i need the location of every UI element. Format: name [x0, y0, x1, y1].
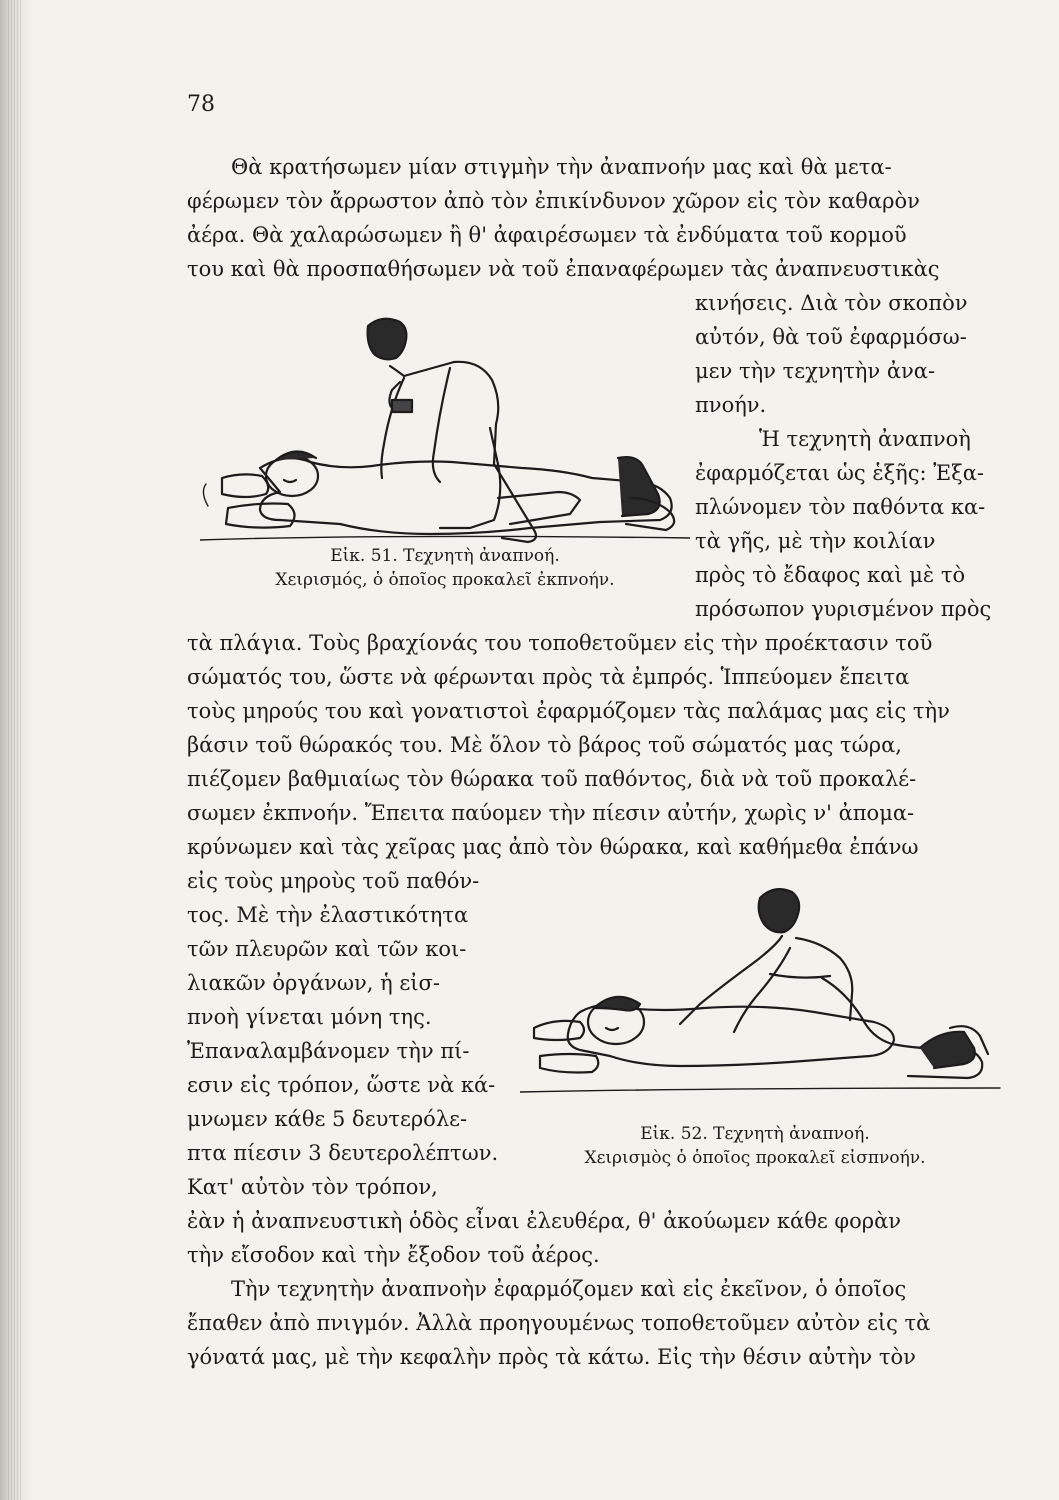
text-line: τὰ γῆς, μὲ τὴν κοιλίαν [695, 529, 936, 553]
text-line: κρύνωμεν καὶ τὰς χεῖρας μας ἀπὸ τὸν θώρακα, καὶ καθήμεθα ἐπάνω [187, 835, 919, 859]
text-line: κινήσεις. Διὰ τὸν σκοπὸν [695, 291, 968, 315]
text-line: μνωμεν κάθε 5 δευτερόλε- [187, 1107, 468, 1131]
text-line: τος. Μὲ τὴν ἐλαστικότητα [187, 903, 469, 927]
text-line: Ἐπαναλαμβάνομεν τὴν πί- [187, 1039, 470, 1063]
text-line: Ἡ τεχνητὴ ἀναπνοὴ [759, 427, 971, 451]
figure-51-caption [200, 544, 690, 592]
paragraph-4 [187, 1272, 1016, 1374]
caption-line: Εἰκ. 51. Τεχνητὴ ἀναπνοή. [330, 546, 560, 566]
text-line: αὐτόν, θὰ τοῦ ἐφαρμόσω- [695, 325, 967, 349]
paragraph-3 [187, 1204, 1016, 1272]
text-line: Θὰ κρατήσωμεν μίαν στιγμὴν τὴν ἀναπνοήν μας καὶ θὰ μετα- [231, 155, 892, 179]
text-line: τοὺς μηρούς του καὶ γονατιστοὶ ἐφαρμόζομεν τὰς παλάμας μας εἰς τὴν [187, 699, 950, 723]
text-line: πλώνομεν τὸν παθόντα κα- [695, 495, 986, 519]
text-line: ἐφαρμόζεται ὡς ἑξῆς: Ἐξα- [695, 461, 985, 485]
text-line: Τὴν τεχνητὴν ἀναπνοὴν ἐφαρμόζομεν καὶ εἰς ἐκεῖνον, ὁ ὁποῖος [231, 1277, 907, 1301]
figure-51-illustration [200, 308, 690, 548]
figure-52-caption [520, 1122, 990, 1170]
text-line: τῶν πλευρῶν καὶ τῶν κοι- [187, 937, 467, 961]
text-line: πιέζομεν βαθμιαίως τὸν θώρακα τοῦ παθόντος, διὰ νὰ τοῦ προκαλέ- [187, 767, 917, 791]
text-line: ἔπαθεν ἀπὸ πνιγμόν. Ἀλλὰ προηγουμένως τοποθετοῦμεν αὐτὸν εἰς τὰ [187, 1311, 931, 1335]
text-line: του καὶ θὰ προσπαθήσωμεν νὰ τοῦ ἐπαναφέρωμεν τὰς ἀναπνευστικὰς [187, 257, 940, 281]
text-line: γόνατά μας, μὲ τὴν κεφαλὴν πρὸς τὰ κάτω. Εἰς τὴν θέσιν αὐτὴν τὸν [187, 1345, 916, 1369]
text-line: σώματός του, ὥστε νὰ φέρωνται πρὸς τὰ ἐμπρός. Ἱππεύομεν ἔπειτα [187, 665, 910, 689]
caption-line: Χειρισμός, ὁ ὁποῖος προκαλεῖ ἐκπνοήν. [275, 570, 615, 590]
text-line: φέρωμεν τὸν ἄρρωστον ἀπὸ τὸν ἐπικίνδυνον χῶρον εἰς τὸν καθαρὸν [187, 189, 920, 213]
text-line: πτα πίεσιν 3 δευτερολέπτων. [187, 1141, 499, 1165]
text-line: μεν τὴν τεχνητὴν ἀνα- [695, 359, 936, 383]
caption-line: Εἰκ. 52. Τεχνητὴ ἀναπνοή. [640, 1124, 870, 1144]
text-line: τὴν εἴσοδον καὶ τὴν ἔξοδον τοῦ ἀέρος. [187, 1243, 600, 1267]
text-line: πνοήν. [695, 393, 767, 417]
caption-line: Χειρισμὸς ὁ ὁποῖος προκαλεῖ εἰσπνοήν. [584, 1148, 926, 1168]
text-line: τὰ πλάγια. Τοὺς βραχίονάς του τοποθετοῦμεν εἰς τὴν προέκτασιν τοῦ [187, 631, 933, 655]
text-line: σωμεν ἐκπνοήν. Ἔπειτα παύομεν τὴν πίεσιν αὐτήν, χωρὶς ν' ἀπομα- [187, 801, 915, 825]
text-line: πνοὴ γίνεται μόνη της. [187, 1005, 432, 1029]
text-line: Κατ' αὐτὸν τὸν τρόπον, [187, 1175, 438, 1199]
figure-52-illustration [520, 878, 1010, 1100]
side-text-1 [695, 286, 1020, 626]
page-number: 78 [187, 92, 215, 117]
text-line: ἐὰν ἡ ἀναπνευστικὴ ὁδὸς εἶναι ἐλευθέρα, θ' ἀκούωμεν κάθε φορὰν [187, 1209, 902, 1233]
text-line: πρὸς τὸ ἔδαφος καὶ μὲ τὸ [695, 563, 966, 587]
text-line: λιακῶν ὀργάνων, ἡ εἰσ- [187, 971, 440, 995]
text-line: πρόσωπον γυρισμένον πρὸς [695, 597, 992, 621]
text-line: εσιν εἰς τρόπον, ὥστε νὰ κά- [187, 1073, 496, 1097]
side-text-2 [187, 864, 499, 1204]
text-line: εἰς τοὺς μηροὺς τοῦ παθόν- [187, 869, 480, 893]
text-line: βάσιν τοῦ θώρακός του. Μὲ ὅλον τὸ βάρος τοῦ σώματός μας τώρα, [187, 733, 902, 757]
paragraph-2 [187, 626, 1016, 864]
paragraph-1 [187, 150, 1016, 286]
book-page-edge [0, 0, 34, 1500]
text-line: ἀέρα. Θὰ χαλαρώσωμεν ἢ θ' ἀφαιρέσωμεν τὰ ἐνδύματα τοῦ κορμοῦ [187, 223, 907, 247]
